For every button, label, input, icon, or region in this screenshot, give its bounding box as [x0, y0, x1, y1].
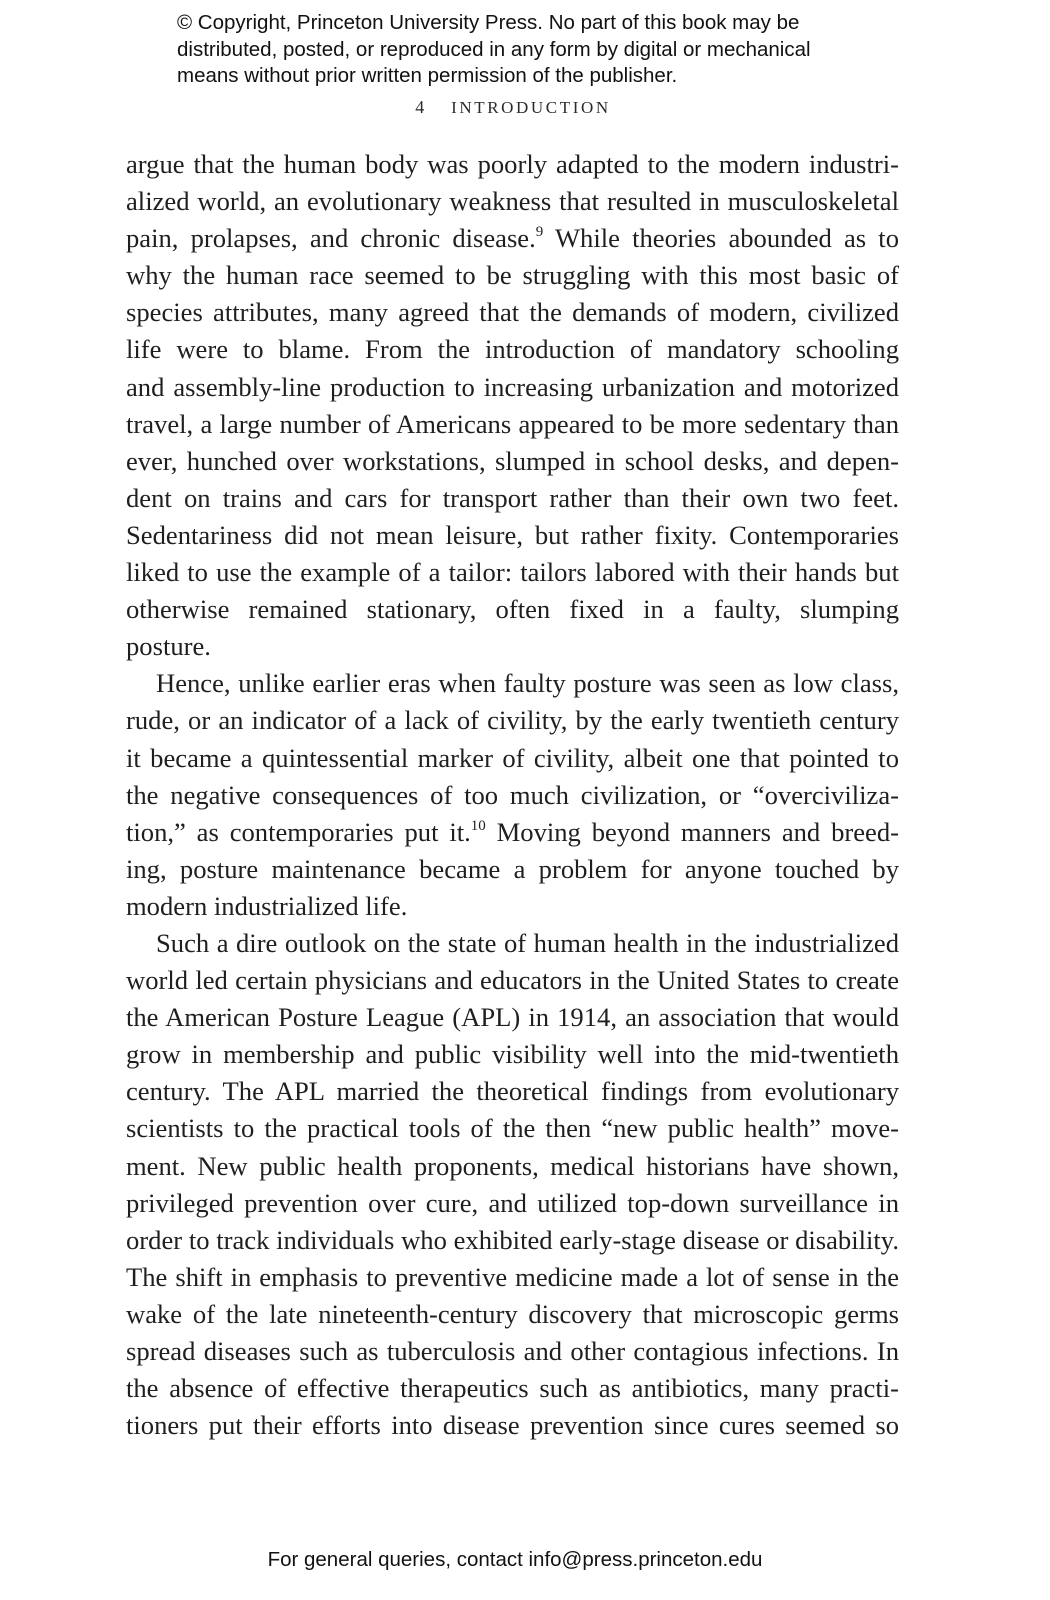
line-text: ment. New public health proponents, medical historians have shown, [126, 1150, 899, 1181]
line-text: travel, a large number of Americans appeared to be more sedentary than [126, 408, 899, 439]
line-text: species attributes, many agreed that the demands of modern, civilized [126, 297, 899, 328]
text-line [126, 888, 899, 925]
line-text: pain, prolapses, and chronic disease. [126, 223, 536, 254]
text-line [126, 628, 899, 665]
line-text: ever, hunched over workstations, slumped in school desks, and depen- [126, 445, 899, 476]
paragraph [126, 925, 899, 1444]
text-line [126, 1296, 899, 1333]
line-text: world led certain physicians and educators in the United States to create [126, 965, 899, 996]
paragraph [126, 146, 899, 665]
line-text: it became a quintessential marker of civility, albeit one that pointed to [126, 742, 899, 773]
footnote-ref[interactable]: 9 [535, 224, 544, 241]
body-text [126, 146, 899, 1444]
line-text: Such a dire outlook on the state of human health in the industrialized [156, 927, 899, 958]
text-line [126, 517, 899, 554]
line-text: otherwise remained stationary, often fixed in a faulty, slumping [126, 594, 899, 625]
line-text: grow in membership and public visibility well into the mid-twentieth [126, 1039, 899, 1070]
line-text: the absence of effective therapeutics such as antibiotics, many practi- [126, 1373, 899, 1404]
copyright-line: means without prior written permission of the publisher. [177, 64, 678, 87]
text-line [126, 777, 899, 814]
line-text: order to track individuals who exhibited early-stage disease or disability. [126, 1224, 899, 1255]
text-line [126, 294, 899, 331]
line-text: While theories abounded as to [543, 223, 899, 254]
text-line [126, 925, 899, 962]
line-text: the American Posture League (APL) in 1914, an association that would [126, 1002, 899, 1033]
text-line [126, 1185, 899, 1222]
text-line [126, 183, 899, 220]
line-text: liked to use the example of a tailor: tailors labored with their hands but [126, 557, 899, 588]
text-line [126, 369, 899, 406]
section-title: INTRODUCTION [451, 98, 611, 117]
text-line [126, 1370, 899, 1407]
text-line [126, 740, 899, 777]
text-line [126, 220, 899, 257]
line-text: dent on trains and cars for transport rather than their own two feet. [126, 482, 899, 513]
text-line [126, 1222, 899, 1259]
text-line [126, 480, 899, 517]
line-text: The shift in emphasis to preventive medicine made a lot of sense in the [126, 1261, 899, 1292]
line-text: tioners put their efforts into disease prevention since cures seemed so [126, 1410, 899, 1441]
line-text: the negative consequences of too much civilization, or “overciviliza- [126, 779, 899, 810]
text-line [126, 257, 899, 294]
text-line [126, 1259, 899, 1296]
text-line [126, 1407, 899, 1444]
line-text: wake of the late nineteenth-century discovery that microscopic germs [126, 1298, 899, 1329]
text-line [126, 1073, 899, 1110]
page-number: 4 [415, 97, 425, 117]
text-line [126, 814, 899, 851]
footnote-ref[interactable]: 10 [470, 817, 486, 834]
text-line [126, 146, 899, 183]
text-line [126, 1110, 899, 1147]
text-line [126, 962, 899, 999]
line-text: modern industrialized life. [126, 890, 408, 921]
text-line [126, 1148, 899, 1185]
text-line [126, 702, 899, 739]
line-text: Moving beyond manners and breed- [485, 816, 899, 847]
text-line [126, 554, 899, 591]
line-text: life were to blame. From the introduction of mandatory schooling [126, 334, 899, 365]
text-line [126, 1036, 899, 1073]
line-text: century. The APL married the theoretical findings from evolutionary [126, 1076, 899, 1107]
copyright-line: distributed, posted, or reproduced in any form by digital or mechanical [177, 37, 811, 61]
text-line [126, 851, 899, 888]
text-line [126, 665, 899, 702]
text-line [126, 443, 899, 480]
text-line [126, 1333, 899, 1370]
line-text: ing, posture maintenance became a problem for anyone touched by [126, 853, 899, 884]
line-text: spread diseases such as tuberculosis and other contagious infections. In [126, 1336, 899, 1366]
line-text: scientists to the practical tools of the then “new public health” move- [126, 1113, 899, 1144]
line-text: alized world, an evolutionary weakness that resulted in musculoskeletal [126, 186, 899, 217]
copyright-notice [177, 10, 897, 90]
text-line [126, 591, 899, 628]
line-text: Sedentariness did not mean leisure, but rather fixity. Contemporaries [126, 519, 899, 550]
line-text: privileged prevention over cure, and utilized top-down surveillance in [126, 1187, 899, 1218]
line-text: tion,” as contemporaries put it. [126, 816, 471, 847]
line-text: posture. [126, 631, 211, 662]
line-text: why the human race seemed to be struggling with this most basic of [126, 260, 899, 291]
text-line [126, 406, 899, 443]
line-text: and assembly-line production to increasing urbanization and motorized [126, 371, 899, 402]
text-line [126, 999, 899, 1036]
paragraph [126, 665, 899, 925]
text-line [126, 331, 899, 368]
footer-contact: For general queries, contact info@press.princeton.edu [267, 1548, 763, 1571]
line-text: argue that the human body was poorly adapted to the modern industri- [126, 149, 899, 179]
running-head [0, 97, 1026, 118]
line-text: rude, or an indicator of a lack of civility, by the early twentieth century [126, 705, 899, 736]
copyright-line: © Copyright, Princeton University Press. No part of this book may be [177, 11, 800, 34]
line-text: Hence, unlike earlier eras when faulty posture was seen as low class, [156, 668, 899, 699]
